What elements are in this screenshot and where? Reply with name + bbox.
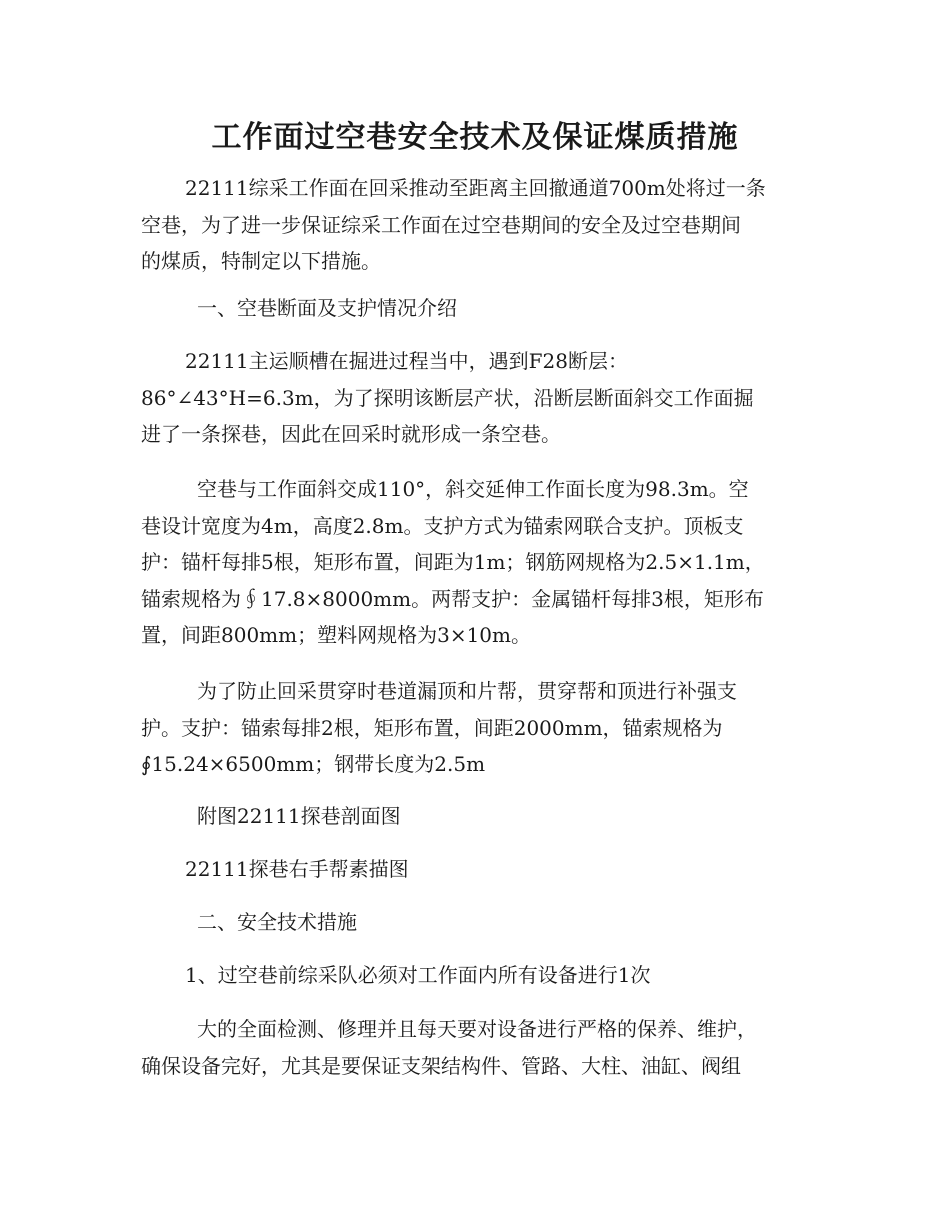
paragraph-intro xyxy=(141,170,811,280)
text-line: 进了一条探巷，因此在回采时就形成一条空巷。 xyxy=(141,422,561,446)
text-line: 22111探巷右手帮素描图 xyxy=(185,857,409,881)
list-item-1 xyxy=(141,957,811,994)
text-line: 86°∠43°H=6.3m，为了探明该断层产状，沿断层断面斜交工作面掘 xyxy=(141,385,754,410)
text-line: 空巷与工作面斜交成110°，斜交延伸工作面长度为98.3m。空 xyxy=(197,477,749,501)
document-title: 工作面过空巷安全技术及保证煤质措施 xyxy=(211,120,739,155)
text-line: ∮15.24×6500mm；钢带长度为2.5m xyxy=(141,752,486,776)
text-line: 一、空巷断面及支护情况介绍 xyxy=(197,296,457,320)
text-line: 护。支护：锚索每排2根，矩形布置，间距2000mm，锚索规格为 xyxy=(141,715,723,740)
paragraph-reinforce xyxy=(141,673,811,783)
section-heading-1 xyxy=(141,290,811,327)
text-line: 置，间距800mm；塑料网规格为3×10m。 xyxy=(141,623,531,647)
text-line: 二、安全技术措施 xyxy=(197,910,357,934)
paragraph-fault xyxy=(141,343,811,453)
text-line: 22111主运顺槽在掘进过程当中，遇到F28断层： xyxy=(185,349,628,373)
section-heading-2 xyxy=(141,904,811,941)
text-line: 巷设计宽度为4m，高度2.8m。支护方式为锚索网联合支护。顶板支 xyxy=(141,513,744,538)
text-line: 附图22111探巷剖面图 xyxy=(197,804,401,828)
text-line: 1、过空巷前综采队必须对工作面内所有设备进行1次 xyxy=(185,963,651,987)
text-line: 为了防止回采贯穿时巷道漏顶和片帮，贯穿帮和顶进行补强支 xyxy=(197,679,737,703)
paragraph-support xyxy=(141,471,811,654)
text-line: 空巷，为了进一步保证综采工作面在过空巷期间的安全及过空巷期间 xyxy=(141,212,741,237)
text-line: 确保设备完好，尤其是要保证支架结构件、管路、大柱、油缸、阀组 xyxy=(141,1053,741,1078)
text-line: 护：锚杆每排5根，矩形布置，间距为1m；钢筋网规格为2.5×1.1m， xyxy=(141,550,765,574)
text-line: 22111综采工作面在回采推动至距离主回撤通道700m处将过一条 xyxy=(185,176,766,200)
text-line: 的煤质，特制定以下措施。 xyxy=(141,249,381,273)
text-line: 大的全面检测、修理并且每天要对设备进行严格的保养、维护， xyxy=(197,1017,757,1041)
paragraph-inspect xyxy=(141,1011,811,1084)
figure-caption-1 xyxy=(141,798,811,835)
figure-caption-2 xyxy=(141,851,811,888)
text-line: 锚索规格为∮17.8×8000mm。两帮支护：金属锚杆每排3根，矩形布 xyxy=(141,586,764,611)
